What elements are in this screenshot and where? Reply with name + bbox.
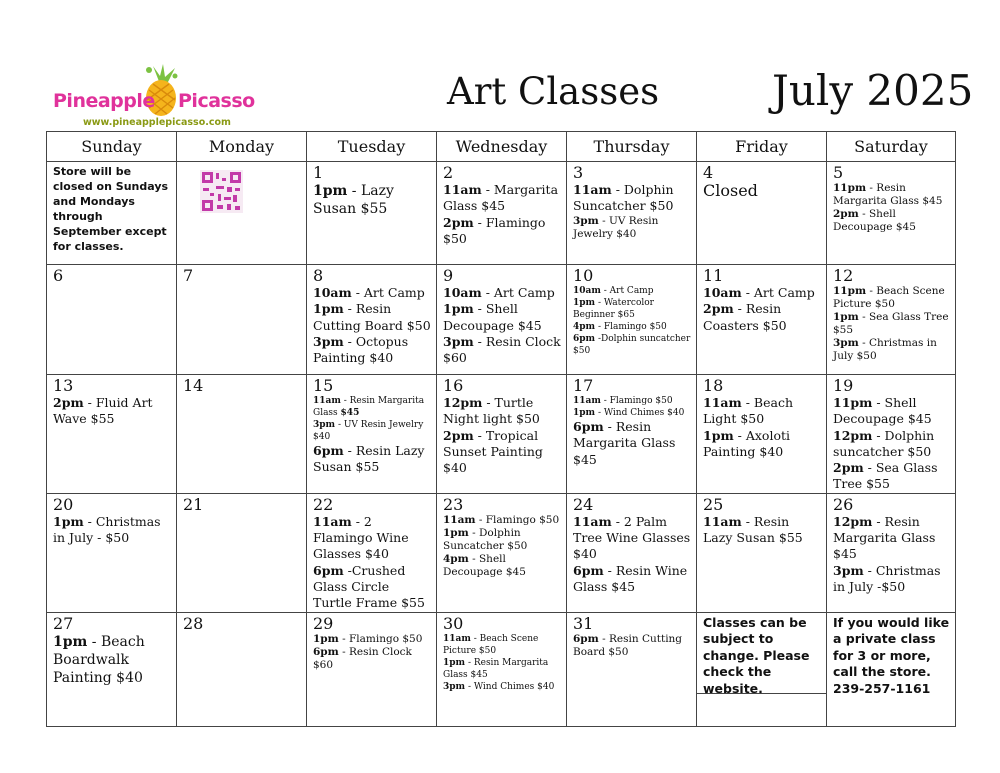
qr-code-icon[interactable] xyxy=(200,170,243,213)
class-entry[interactable]: 4pm - Flamingo $50 xyxy=(573,322,667,332)
day-cell xyxy=(307,493,437,612)
day-number: 8 xyxy=(313,266,324,285)
calendar-table xyxy=(46,131,956,727)
class-entry[interactable]: 2pm - Shell Decoupage $45 xyxy=(833,208,916,233)
day-number: 22 xyxy=(313,494,334,514)
day-cell xyxy=(437,493,567,612)
class-entry[interactable]: 1pm - Wind Chimes $40 xyxy=(573,408,685,418)
class-entry[interactable]: 6pm - Resin Lazy Susan $55 xyxy=(313,443,425,475)
day-cell xyxy=(437,162,567,265)
class-entry[interactable]: 11pm - Beach Scene Picture $50 xyxy=(833,285,945,310)
day-cell xyxy=(307,162,437,265)
class-entry[interactable]: 11am - Beach Light $50 xyxy=(703,395,793,427)
weekday-friday: Friday xyxy=(697,132,827,162)
day-number: 25 xyxy=(703,494,724,514)
day-cell xyxy=(177,162,307,265)
day-cell xyxy=(47,493,177,612)
day-cell xyxy=(307,265,437,375)
day-cell xyxy=(697,375,827,494)
day-number: 17 xyxy=(573,376,594,395)
day-cell xyxy=(567,612,697,726)
day-cell xyxy=(697,162,827,265)
class-entry[interactable]: 11am - Dolphin Suncatcher $50 xyxy=(573,182,674,214)
day-number: 7 xyxy=(183,266,194,285)
class-entry[interactable]: 2pm - Tropical Sunset Painting $40 xyxy=(443,427,543,476)
day-number: 20 xyxy=(53,494,74,514)
closed-label: Closed xyxy=(703,181,758,200)
class-entry[interactable]: 3pm - Octopus Painting $40 xyxy=(313,333,409,366)
logo-word-picasso: Picasso xyxy=(178,90,255,112)
weekday-monday: Monday xyxy=(177,132,307,162)
page-title: Art Classes xyxy=(447,70,660,113)
schedule-change-note: Classes can be subject to change. Please check the website. xyxy=(703,614,810,696)
class-entry[interactable]: 6pm -Dolphin suncatcher $50 xyxy=(573,334,691,356)
day-number: 23 xyxy=(443,494,464,514)
class-entry[interactable]: 3pm - UV Resin Jewelry $40 xyxy=(573,214,659,240)
closure-note: Store will be closed on Sundays and Mondays through September except for classes. xyxy=(53,165,169,253)
day-cell xyxy=(307,375,437,494)
week-row xyxy=(47,493,956,612)
day-cell xyxy=(177,375,307,494)
class-entry[interactable]: 10am - Art Camp xyxy=(443,285,555,300)
class-entry[interactable]: 12pm - Turtle Night light $50 xyxy=(443,395,540,427)
class-entry[interactable]: 1pm - Resin Margarita Glass $45 xyxy=(443,657,549,680)
private-class-note: If you would like a private class for 3 or more, call the store. 239-257-1161 xyxy=(833,614,950,696)
class-entry[interactable]: 2pm - Flamingo $50 xyxy=(443,214,546,246)
class-entry[interactable]: 11pm - Resin Margarita Glass $45 xyxy=(833,182,943,207)
class-entry[interactable]: 6pm - Resin Cutting Board $50 xyxy=(573,632,683,658)
day-number: 19 xyxy=(833,376,854,395)
day-number: 31 xyxy=(573,613,594,633)
class-entry[interactable]: 3pm - UV Resin Jewelry $40 xyxy=(313,420,424,442)
class-entry[interactable]: 1pm - Shell Decoupage $45 xyxy=(443,301,542,333)
day-cell xyxy=(47,375,177,494)
class-entry[interactable]: 1pm - Sea Glass Tree $55 xyxy=(833,311,949,336)
day-number: 6 xyxy=(53,266,64,285)
day-number: 21 xyxy=(183,494,204,514)
class-entry[interactable]: 11am - Margarita Glass $45 xyxy=(443,182,559,214)
week-row xyxy=(47,265,956,375)
day-number: 3 xyxy=(573,163,584,182)
class-entry[interactable]: 11am - 2 Palm Tree Wine Glasses $40 xyxy=(573,513,691,562)
logo-url[interactable]: www.pineapplepicasso.com xyxy=(83,117,231,128)
week-row xyxy=(47,162,956,265)
day-number: 29 xyxy=(313,613,334,633)
day-cell xyxy=(437,265,567,375)
day-number: 28 xyxy=(183,613,204,633)
day-cell xyxy=(177,612,307,726)
class-entry[interactable]: 1pm - Watercolor Beginner $65 xyxy=(573,298,654,320)
notice-cell xyxy=(697,612,827,726)
class-entry[interactable]: 11pm - Shell Decoupage $45 xyxy=(833,395,932,427)
week-row xyxy=(47,612,956,726)
class-entry[interactable]: 10am - Art Camp xyxy=(313,285,425,300)
class-entry[interactable]: 11am - Flamingo $50 xyxy=(573,396,673,406)
day-cell xyxy=(437,612,567,726)
day-cell xyxy=(827,493,956,612)
day-number: 18 xyxy=(703,376,724,395)
day-number: 30 xyxy=(443,613,464,633)
week-row xyxy=(47,375,956,494)
class-entry[interactable]: 3pm - Christmas in July $50 xyxy=(833,337,937,362)
class-entry[interactable]: 1pm - Christmas in July - $50 xyxy=(53,513,161,546)
day-cell xyxy=(177,493,307,612)
day-cell xyxy=(567,162,697,265)
weekday-sunday: Sunday xyxy=(47,132,177,162)
day-cell xyxy=(307,612,437,726)
class-entry[interactable]: 3pm - Wind Chimes $40 xyxy=(443,681,555,692)
class-entry[interactable]: 1pm - Dolphin Suncatcher $50 xyxy=(443,526,528,552)
month-title: July 2025 xyxy=(772,66,974,115)
day-number: 10 xyxy=(573,266,594,285)
day-number: 11 xyxy=(703,266,724,285)
day-number: 1 xyxy=(313,163,324,182)
day-number: 9 xyxy=(443,266,454,285)
class-entry[interactable]: 1pm - Flamingo $50 xyxy=(313,632,423,645)
class-entry[interactable]: 1pm - Resin Cutting Board $50 xyxy=(313,301,431,333)
weekday-tuesday: Tuesday xyxy=(307,132,437,162)
class-entry[interactable]: 4pm - Shell Decoupage $45 xyxy=(443,552,526,578)
class-entry[interactable]: 12pm - Resin Margarita Glass $45 xyxy=(833,513,936,562)
class-entry[interactable]: 10am - Art Camp xyxy=(573,286,654,296)
day-number: 26 xyxy=(833,494,854,514)
class-entry[interactable]: 11am - Resin Margarita Glass $45 xyxy=(313,396,425,418)
logo-word-pineapple: Pineapple xyxy=(53,90,155,112)
day-cell xyxy=(697,265,827,375)
class-entry[interactable]: 11am - Flamingo $50 xyxy=(443,513,560,526)
day-cell xyxy=(567,265,697,375)
day-number: 27 xyxy=(53,613,74,633)
day-cell xyxy=(177,265,307,375)
day-cell xyxy=(827,375,956,494)
day-number: 24 xyxy=(573,494,594,514)
day-number: 12 xyxy=(833,266,854,285)
class-entry[interactable]: 2pm - Fluid Art Wave $55 xyxy=(53,395,153,427)
class-entry[interactable]: 11am - Beach Scene Picture $50 xyxy=(443,633,539,656)
weekday-saturday: Saturday xyxy=(827,132,956,162)
day-number: 13 xyxy=(53,376,74,395)
day-cell xyxy=(47,265,177,375)
class-entry[interactable]: 1pm - Beach Boardwalk Painting $40 xyxy=(53,633,145,686)
class-entry[interactable]: 6pm - Resin Wine Glass $45 xyxy=(573,562,688,594)
day-cell xyxy=(437,375,567,494)
class-entry[interactable]: 2pm - Resin Coasters $50 xyxy=(703,301,787,333)
weekday-header-row xyxy=(47,132,956,162)
day-cell xyxy=(697,493,827,612)
day-cell xyxy=(827,162,956,265)
class-entry[interactable]: 3pm - Resin Clock $60 xyxy=(443,333,561,366)
pineapple-picasso-logo xyxy=(50,62,255,132)
day-number: 4 xyxy=(703,163,714,182)
day-number: 2 xyxy=(443,163,454,182)
class-entry[interactable]: 12pm - Dolphin suncatcher $50 xyxy=(833,427,935,459)
day-cell xyxy=(47,612,177,726)
class-entry[interactable]: 6pm - Resin Margarita Glass $45 xyxy=(573,419,676,467)
weekday-thursday: Thursday xyxy=(567,132,697,162)
class-entry[interactable]: 2pm - Sea Glass Tree $55 xyxy=(833,460,938,492)
class-entry[interactable]: 11am - Resin Lazy Susan $55 xyxy=(703,513,803,546)
day-cell xyxy=(827,265,956,375)
class-entry[interactable]: 6pm -Crushed Glass Circle Turtle Frame $55 xyxy=(313,562,425,611)
day-number: 15 xyxy=(313,376,334,395)
class-entry[interactable]: 1pm - Axoloti Painting $40 xyxy=(703,427,790,459)
day-cell xyxy=(567,375,697,494)
day-cell xyxy=(567,493,697,612)
day-cell xyxy=(47,162,177,265)
class-entry[interactable]: 6pm - Resin Clock $60 xyxy=(313,645,412,671)
class-entry[interactable]: 10am - Art Camp xyxy=(703,285,815,300)
class-entry[interactable]: 11am - 2 Flamingo Wine Glasses $40 xyxy=(313,513,409,562)
weekday-wednesday: Wednesday xyxy=(437,132,567,162)
day-number: 14 xyxy=(183,376,204,395)
empty-subcell xyxy=(697,693,826,726)
notice-cell xyxy=(827,612,956,726)
class-entry[interactable]: 3pm - Christmas in July -$50 xyxy=(833,562,941,594)
day-number: 16 xyxy=(443,376,464,395)
day-number: 5 xyxy=(833,163,844,182)
class-entry[interactable]: 1pm - Lazy Susan $55 xyxy=(313,183,394,217)
